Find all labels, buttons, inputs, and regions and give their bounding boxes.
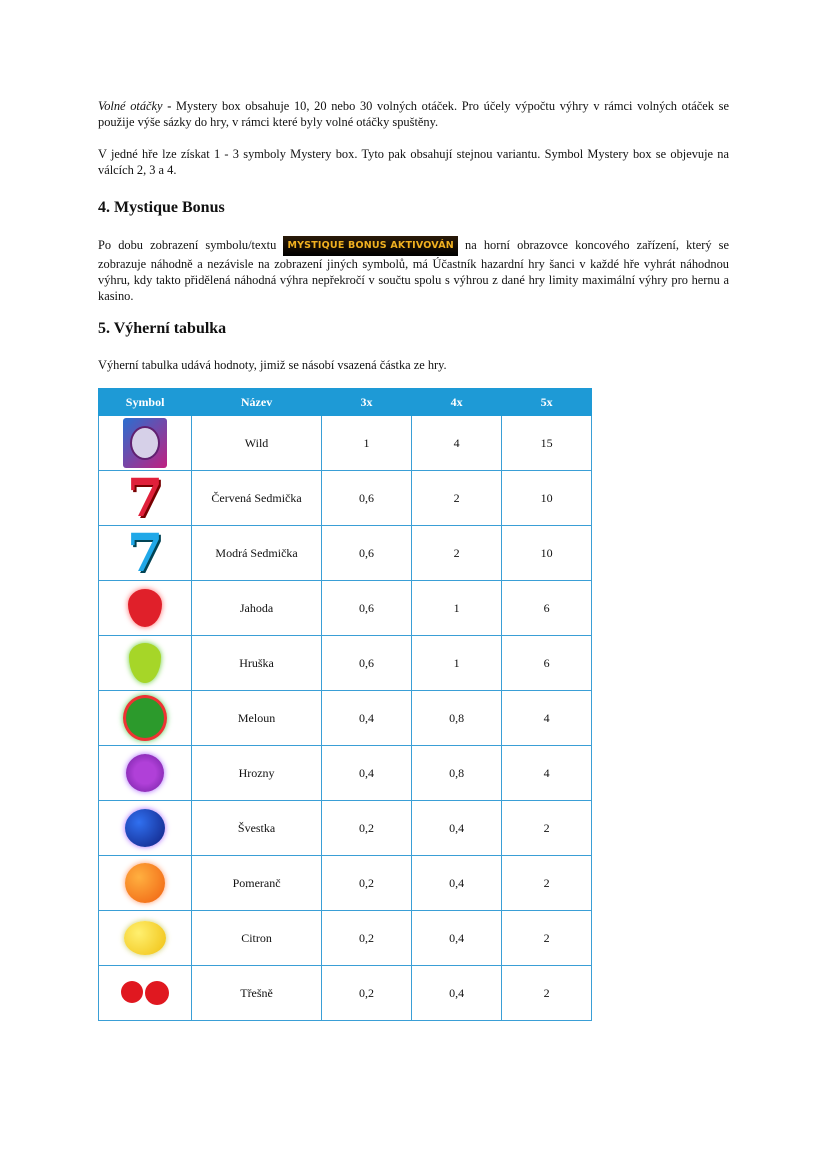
payout-5x: 2 [502, 911, 592, 966]
payout-4x: 0,8 [412, 691, 502, 746]
column-header: 3x [321, 389, 411, 416]
payout-3x: 0,2 [321, 966, 411, 1021]
table-row [99, 966, 592, 1021]
symbol-name: Hruška [192, 636, 322, 691]
symbol-cell [99, 522, 192, 584]
payout-4x: 0,4 [412, 966, 502, 1021]
payout-5x: 15 [502, 416, 592, 471]
symbol-cell [99, 416, 192, 471]
symbol-name: Wild [192, 416, 322, 471]
section-4-heading: 4. Mystique Bonus [98, 199, 225, 216]
table-row [99, 746, 592, 801]
symbol-cell [99, 581, 192, 636]
red-seven-icon: 7 [127, 467, 164, 529]
payout-4x: 0,4 [412, 856, 502, 911]
mystique-bonus-badge: MYSTIQUE BONUS AKTIVOVÁN [283, 236, 457, 256]
column-header: Symbol [99, 389, 192, 416]
payout-4x: 0,8 [412, 746, 502, 801]
payout-3x: 0,2 [321, 856, 411, 911]
dash: - [162, 99, 177, 113]
payout-3x: 0,4 [321, 746, 411, 801]
symbol-cell [99, 801, 192, 856]
symbol-cell [99, 856, 192, 911]
symbol-name: Jahoda [192, 581, 322, 636]
symbol-name: Hrozny [192, 746, 322, 801]
cherries-icon [123, 971, 167, 1015]
payout-4x: 0,4 [412, 801, 502, 856]
payout-3x: 0,6 [321, 471, 411, 526]
symbol-name: Modrá Sedmička [192, 526, 322, 581]
payout-3x: 0,4 [321, 691, 411, 746]
symbol-name: Citron [192, 911, 322, 966]
symbol-name: Meloun [192, 691, 322, 746]
symbol-cell [99, 636, 192, 691]
symbol-name: Pomeranč [192, 856, 322, 911]
blue-seven-icon: 7 [127, 522, 164, 584]
term: Volné otáčky [98, 99, 163, 113]
table-row [99, 416, 592, 471]
text: Mystery box obsahuje 10, 20 nebo 30 volných otáček. Pro účely výpočtu výhry v rámci volných otáček se použije výše sázky do hry, v rámci které byly volné otáčky spuštěny. [98, 99, 729, 129]
table-row [99, 471, 592, 526]
symbol-cell [99, 746, 192, 801]
column-header: Název [192, 389, 322, 416]
grapes-icon [123, 751, 167, 795]
paytable-intro: Výherní tabulka udává hodnoty, jimiž se násobí vsazená částka ze hry. [98, 358, 447, 372]
strawberry-icon [123, 586, 167, 630]
watermelon-icon [123, 696, 167, 740]
symbol-name: Červená Sedmička [192, 471, 322, 526]
table-row [99, 636, 592, 691]
symbol-cell [99, 911, 192, 966]
payout-5x: 2 [502, 801, 592, 856]
payout-5x: 2 [502, 966, 592, 1021]
payout-5x: 10 [502, 526, 592, 581]
payout-4x: 1 [412, 636, 502, 691]
payout-3x: 0,6 [321, 526, 411, 581]
table-row [99, 856, 592, 911]
text: na horní obrazovce koncového zařízení, který se zobrazuje náhodně a nezávisle na zobrazení jiných symbolů, má Účastník hazardní hry šanci v každé hře vyhrát náhodnou výhru, kdy takto přidělená náhodná výhra nepřekročí v součtu spolu s výhrou z dané hry limity maximální výhry pro hernu a kasino. [98, 238, 729, 303]
paytable [98, 388, 592, 1021]
payout-5x: 4 [502, 691, 592, 746]
symbol-name: Třešně [192, 966, 322, 1021]
payout-4x: 1 [412, 581, 502, 636]
symbol-cell [99, 467, 192, 529]
payout-5x: 10 [502, 471, 592, 526]
payout-3x: 0,6 [321, 581, 411, 636]
table-row [99, 801, 592, 856]
orange-icon [123, 861, 167, 905]
wild-jester-icon [123, 421, 167, 465]
section-5-heading: 5. Výherní tabulka [98, 320, 227, 337]
table-row [99, 911, 592, 966]
payout-5x: 4 [502, 746, 592, 801]
column-header: 5x [502, 389, 592, 416]
plum-icon [123, 806, 167, 850]
column-header: 4x [412, 389, 502, 416]
payout-4x: 0,4 [412, 911, 502, 966]
pear-icon [123, 641, 167, 685]
text: Po dobu zobrazení symbolu/textu [98, 238, 284, 252]
mystery-paragraph: V jedné hře lze získat 1 - 3 symboly Mystery box. Tyto pak obsahují stejnou variantu. Symbol Mystery box se objevuje na válcích 2, 3 a 4. [98, 147, 729, 177]
payout-3x: 1 [321, 416, 411, 471]
lemon-icon [123, 916, 167, 960]
payout-5x: 6 [502, 581, 592, 636]
symbol-cell [99, 691, 192, 746]
payout-4x: 2 [412, 471, 502, 526]
table-row [99, 581, 592, 636]
payout-5x: 2 [502, 856, 592, 911]
payout-3x: 0,6 [321, 636, 411, 691]
symbol-name: Švestka [192, 801, 322, 856]
payout-4x: 2 [412, 526, 502, 581]
payout-3x: 0,2 [321, 911, 411, 966]
free-spins-paragraph [98, 98, 729, 130]
symbol-cell [99, 966, 192, 1021]
table-row [99, 691, 592, 746]
table-row [99, 526, 592, 581]
payout-5x: 6 [502, 636, 592, 691]
payout-4x: 4 [412, 416, 502, 471]
payout-3x: 0,2 [321, 801, 411, 856]
mystique-paragraph [98, 236, 729, 304]
